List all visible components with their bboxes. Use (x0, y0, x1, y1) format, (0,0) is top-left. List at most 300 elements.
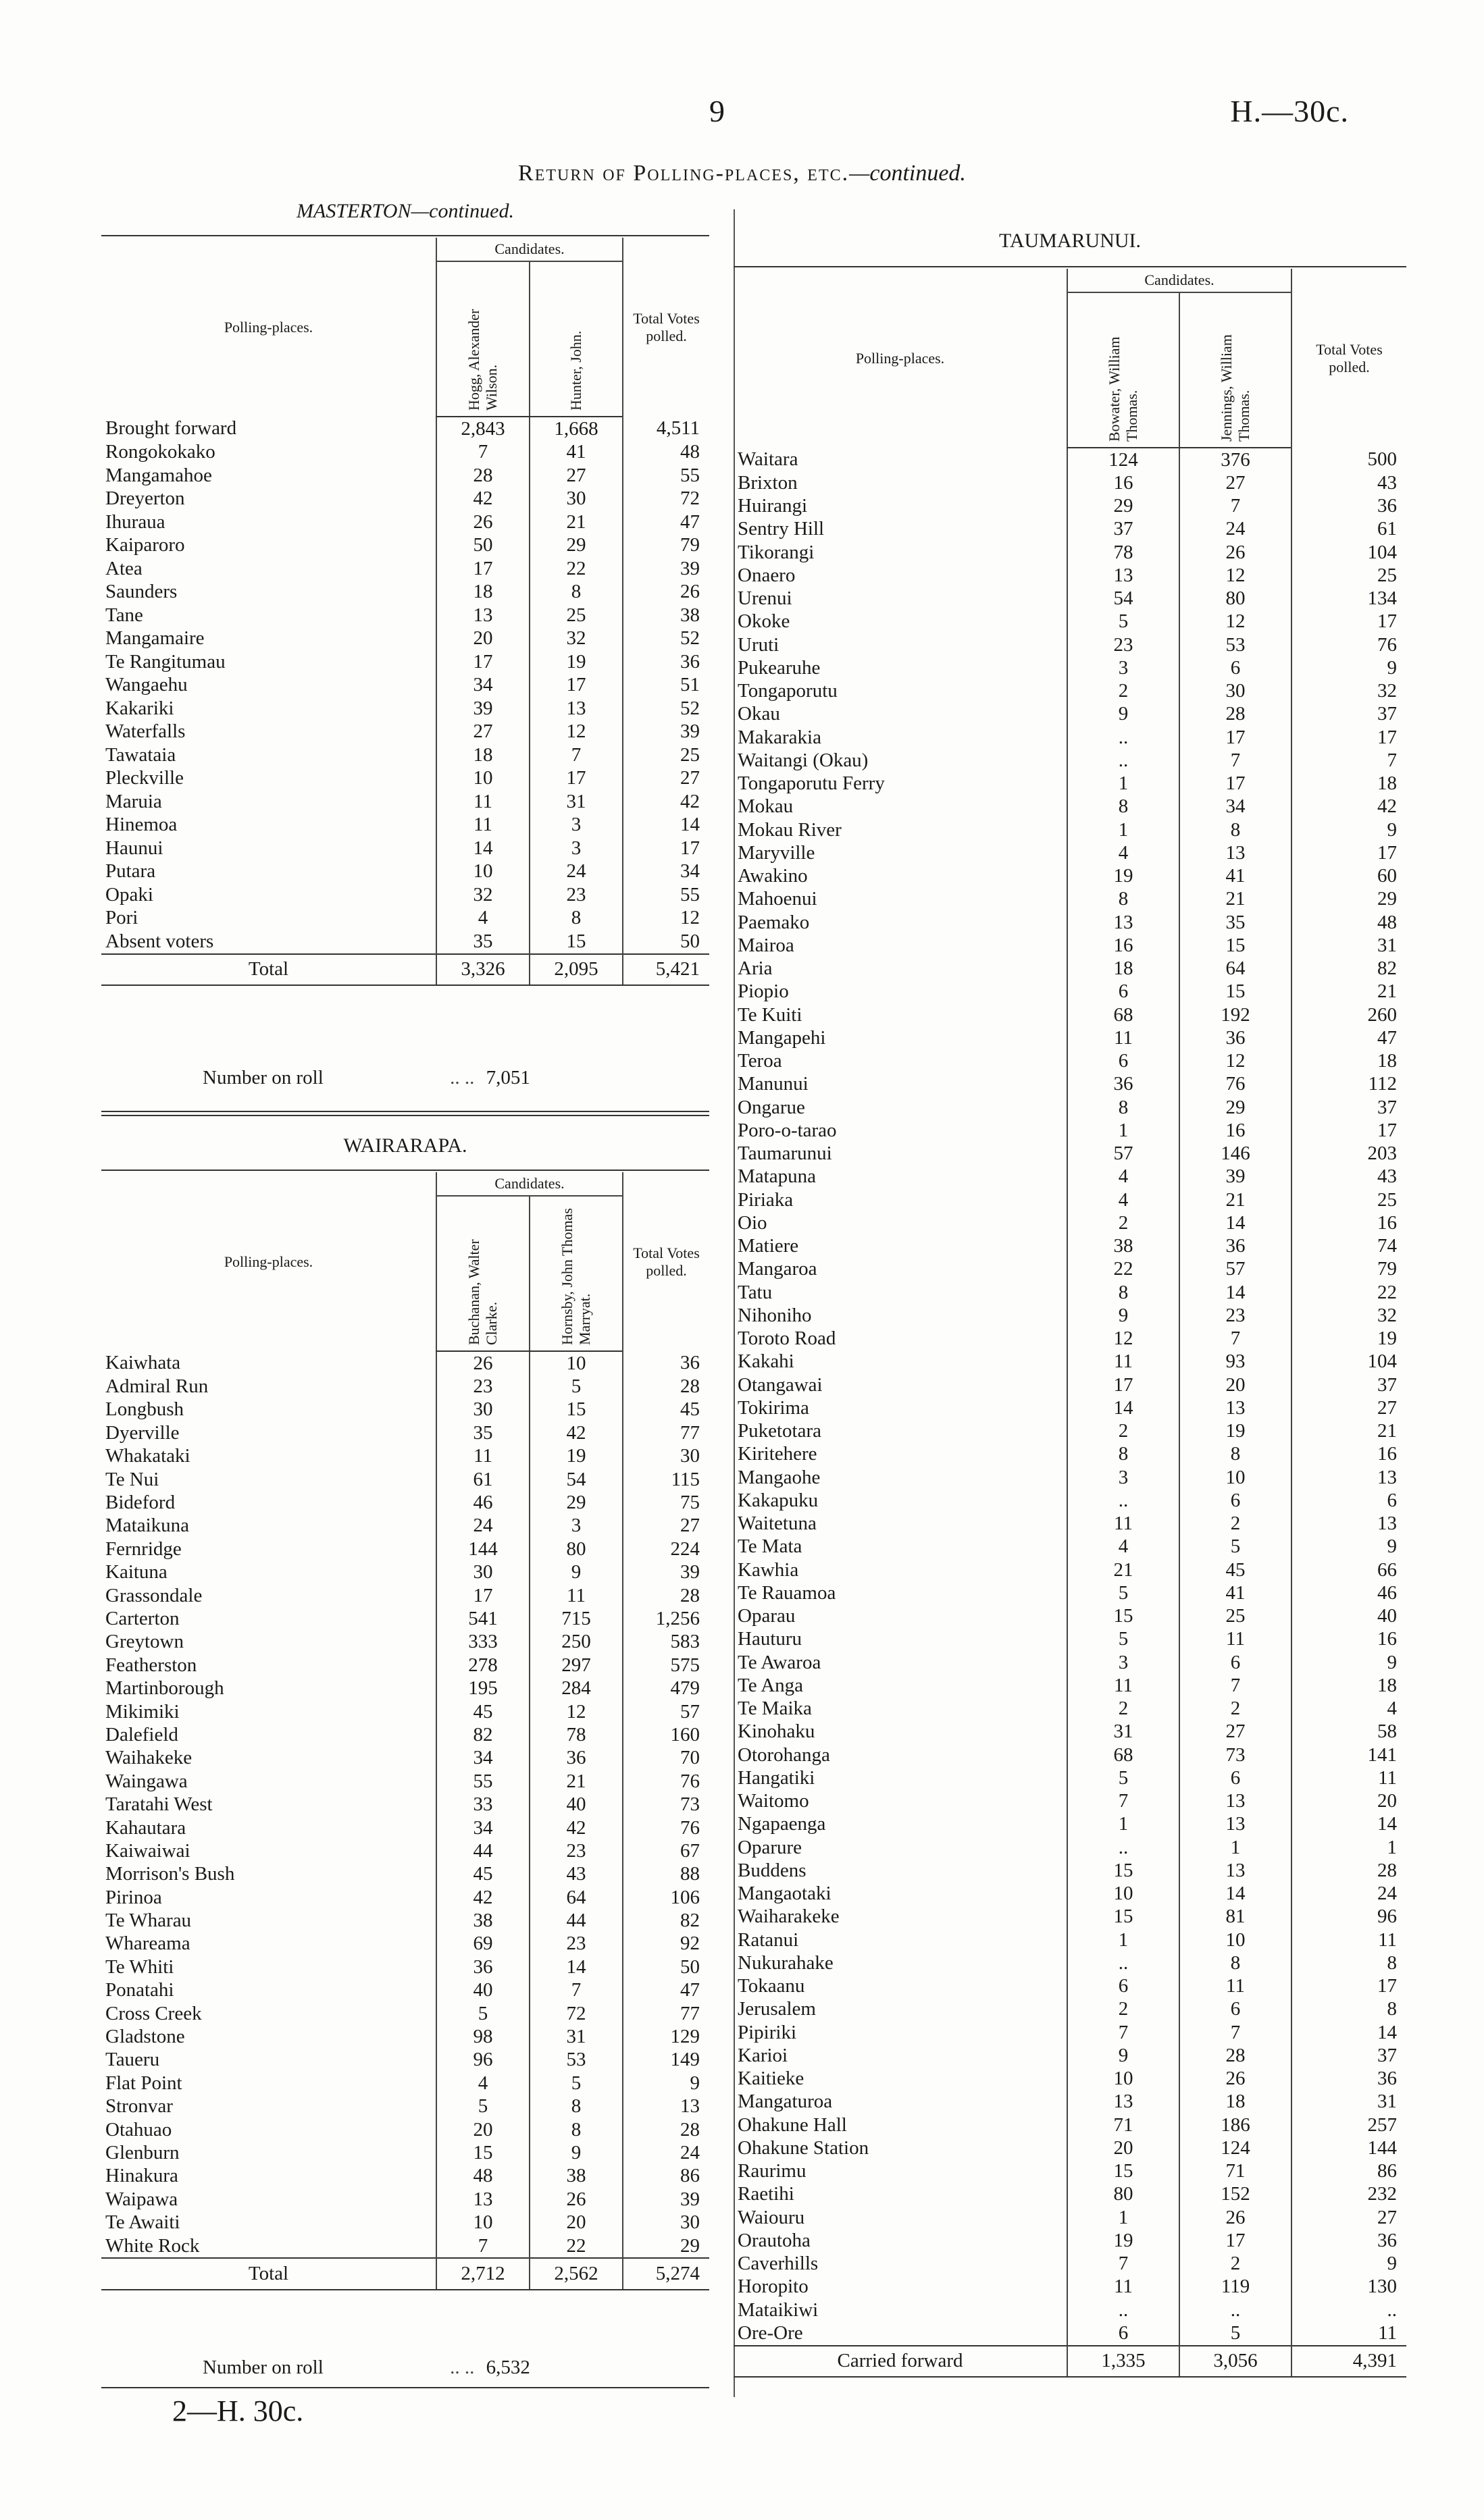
total-votes: 16 (1291, 1211, 1406, 1234)
candidate-1-votes: 13 (436, 2188, 530, 2211)
polling-place-name: Carterton (105, 1607, 180, 1629)
total-votes: 14 (623, 814, 709, 837)
total-votes: 37 (1291, 1096, 1406, 1119)
polling-place-name: Ponatahi (105, 1979, 174, 2001)
candidate-2-votes: 9 (530, 1561, 623, 1584)
polling-place-name: Paemako (738, 911, 810, 933)
candidate-1-votes: 4 (1067, 841, 1179, 864)
masterton-polling-places-header: Polling-places. (224, 318, 313, 336)
polling-place-name: Taratahi West (105, 1793, 213, 1816)
table-row (101, 743, 709, 767)
polling-place-name: Carried forward (734, 2346, 1067, 2377)
total-votes: 42 (623, 790, 709, 814)
candidate-2-votes: 7 (1179, 1328, 1291, 1350)
candidate-1-votes: 35 (436, 1421, 530, 1444)
polling-place-name: Waingawa (105, 1770, 188, 1792)
candidate-1-votes: 13 (1067, 2091, 1179, 2114)
candidate-2-votes: 73 (1179, 1743, 1291, 1766)
polling-place-name: Ihuraua (105, 510, 165, 533)
table-row (734, 1188, 1406, 1211)
candidate-1-votes: .. (1067, 1951, 1179, 1974)
candidate-1-votes: 2 (1067, 1211, 1179, 1234)
table-row (734, 795, 1406, 818)
roll-leader-dots: .. .. (450, 1067, 475, 1088)
candidate-2-votes: 13 (1179, 1790, 1291, 1813)
polling-place-name: Tokaanu (738, 1975, 805, 1997)
candidate-2-votes: 14 (1179, 1281, 1291, 1304)
wairarapa-roll (203, 2357, 530, 2379)
table-row (734, 495, 1406, 518)
polling-place-name: Okoke (738, 610, 790, 633)
polling-place-name: Poro-o-tarao (738, 1119, 837, 1141)
total-votes: 31 (1291, 934, 1406, 957)
total-votes: 11 (1291, 1766, 1406, 1789)
polling-place-name: Waterfalls (105, 720, 186, 743)
table-row (101, 1398, 709, 1421)
candidate-1-votes: 11 (1067, 1026, 1179, 1049)
candidate-1-votes: 82 (436, 1723, 530, 1746)
table-row (101, 1863, 709, 1886)
total-votes: 30 (623, 1445, 709, 1468)
total-votes: 27 (623, 1515, 709, 1538)
candidate-2-votes: 6 (1179, 1651, 1291, 1674)
candidate-2-votes: 76 (1179, 1073, 1291, 1096)
masterton-total-row (101, 954, 709, 986)
table-row (734, 2021, 1406, 2044)
candidate-2-votes: 17 (530, 674, 623, 698)
candidate-1-votes: 42 (436, 488, 530, 511)
candidate-2-votes: .. (1179, 2299, 1291, 2321)
candidate-1-votes: 38 (1067, 1235, 1179, 1258)
table-row (734, 2253, 1406, 2276)
candidate-2-votes: 2 (1179, 1698, 1291, 1721)
candidate-1-votes: 54 (1067, 587, 1179, 610)
table-row (734, 1211, 1406, 1234)
total-votes: 9 (1291, 1651, 1406, 1674)
candidate-2-votes: 53 (530, 2049, 623, 2072)
total-votes: 96 (1291, 1906, 1406, 1928)
table-row (734, 2206, 1406, 2229)
total-votes: 48 (1291, 911, 1406, 934)
table-row (101, 2025, 709, 2048)
candidate-1-votes: 40 (436, 1979, 530, 2002)
candidate-1-votes: 4 (1067, 1188, 1179, 1211)
candidate-1-votes: 50 (436, 534, 530, 558)
wairarapa-title: WAIRARAPA. (343, 1134, 467, 1157)
total-votes: 5,274 (623, 2258, 709, 2289)
table-row (734, 1489, 1406, 1512)
polling-place-name: Otahuao (105, 2118, 172, 2141)
candidate-1-votes: 96 (436, 2049, 530, 2072)
candidate-1-votes: 8 (1067, 795, 1179, 818)
candidate-2-votes: 11 (1179, 1628, 1291, 1651)
candidate-1-votes: 11 (1067, 1513, 1179, 1535)
candidate-1-votes: 14 (436, 837, 530, 860)
polling-place-name: Mairoa (738, 934, 794, 956)
wairarapa-candidate-1-name: Buchanan, Walter Clarke. (465, 1239, 500, 1345)
polling-place-name: Uruti (738, 633, 779, 656)
polling-place-name: Te Maika (738, 1698, 812, 1720)
candidate-1-votes: 144 (436, 1538, 530, 1560)
total-votes: 39 (623, 720, 709, 744)
candidate-2-votes: 7 (530, 743, 623, 767)
candidate-1-votes: 10 (436, 767, 530, 791)
candidate-1-votes: 68 (1067, 1003, 1179, 1026)
polling-place-name: Grassondale (105, 1584, 203, 1606)
candidate-2-votes: 43 (530, 1863, 623, 1886)
candidate-2-votes: 1 (1179, 1836, 1291, 1859)
table-row (101, 417, 709, 441)
table-row (734, 841, 1406, 864)
candidate-2-votes: 27 (530, 464, 623, 488)
candidate-2-votes: 81 (1179, 1906, 1291, 1928)
polling-place-name: Buddens (738, 1859, 807, 1881)
polling-place-name: Kakariki (105, 697, 174, 719)
total-votes: 130 (1291, 2276, 1406, 2299)
candidate-1-votes: .. (1067, 749, 1179, 772)
polling-place-name: Flat Point (105, 2072, 182, 2094)
table-row (734, 1766, 1406, 1789)
polling-place-name: Kaitieke (738, 2068, 804, 2090)
polling-place-name: Tongaporutu Ferry (738, 772, 885, 795)
taumarunui-candidate-2-name: Jennings, William Thomas. (1218, 334, 1252, 442)
total-votes: 82 (1291, 957, 1406, 980)
candidate-1-votes: 3,326 (436, 954, 530, 986)
polling-place-name: Longbush (105, 1398, 184, 1421)
table-row (734, 957, 1406, 980)
candidate-2-votes: 7 (1179, 495, 1291, 518)
total-votes: 232 (1291, 2183, 1406, 2206)
candidate-2-votes: 26 (1179, 2068, 1291, 2091)
total-votes: 21 (1291, 1420, 1406, 1443)
polling-place-name: Kakahi (738, 1350, 794, 1373)
candidate-1-votes: 15 (436, 2141, 530, 2164)
total-votes: 86 (623, 2165, 709, 2188)
candidate-1-votes: 34 (436, 1747, 530, 1770)
polling-place-name: Waipawa (105, 2188, 178, 2210)
table-row (734, 1165, 1406, 1188)
total-votes: 25 (1291, 564, 1406, 587)
candidate-1-votes: 30 (436, 1561, 530, 1584)
total-votes: 45 (623, 1398, 709, 1421)
total-votes: 141 (1291, 1743, 1406, 1766)
masterton-roll (203, 1067, 530, 1089)
polling-place-name: Kahautara (105, 1816, 186, 1839)
candidate-2-votes: 15 (1179, 980, 1291, 1003)
candidate-2-votes: 21 (530, 510, 623, 534)
candidate-1-votes: 195 (436, 1677, 530, 1700)
table-row (734, 1928, 1406, 1951)
total-votes: 37 (1291, 2044, 1406, 2067)
candidate-1-votes: 46 (436, 1491, 530, 1514)
polling-place-name: Caverhills (738, 2253, 819, 2275)
candidate-1-votes: 1 (1067, 1928, 1179, 1951)
candidate-1-votes: 18 (436, 743, 530, 767)
polling-place-name: Ratanui (738, 1928, 799, 1951)
polling-place-name: Puketotara (738, 1420, 822, 1442)
candidate-2-votes: 29 (530, 534, 623, 558)
total-votes: 28 (1291, 1859, 1406, 1882)
polling-place-name: Admiral Run (105, 1375, 209, 1398)
total-votes: 57 (623, 1700, 709, 1723)
table-row (734, 865, 1406, 888)
candidate-1-votes: 6 (1067, 1975, 1179, 1998)
polling-place-name: Greytown (105, 1631, 184, 1653)
total-votes: 18 (1291, 1674, 1406, 1697)
candidate-1-votes: 19 (1067, 2229, 1179, 2252)
candidate-1-votes: 6 (1067, 1050, 1179, 1073)
table-row (101, 1445, 709, 1468)
table-row (101, 2095, 709, 2118)
total-votes: 4,391 (1291, 2346, 1406, 2377)
total-votes: 46 (1291, 1581, 1406, 1604)
table-row (734, 1003, 1406, 1026)
table-row (734, 564, 1406, 587)
candidate-1-votes: 4 (436, 907, 530, 930)
candidate-2-votes: 38 (530, 2165, 623, 2188)
table-row (734, 749, 1406, 772)
table-row (734, 1535, 1406, 1558)
table-row (101, 1747, 709, 1770)
table-row (101, 1979, 709, 2002)
candidate-1-votes: 45 (436, 1700, 530, 1723)
candidate-2-votes: 64 (1179, 957, 1291, 980)
total-votes: 88 (623, 1863, 709, 1886)
candidate-1-votes: 11 (1067, 1350, 1179, 1373)
polling-place-name: Te Nui (105, 1468, 159, 1490)
polling-place-name: Pirinoa (105, 1886, 162, 1908)
polling-place-name: Teroa (738, 1050, 782, 1072)
candidate-2-votes: 23 (1179, 1304, 1291, 1327)
candidate-2-votes: 27 (1179, 471, 1291, 494)
roll-leader-dots: .. .. (450, 2357, 475, 2378)
candidate-2-votes: 30 (1179, 680, 1291, 703)
total-votes: 5,421 (623, 954, 709, 986)
candidate-2-votes: 12 (1179, 564, 1291, 587)
candidate-1-votes: 8 (1067, 1096, 1179, 1119)
polling-place-name: Waitangi (Okau) (738, 749, 869, 771)
candidate-1-votes: 5 (1067, 1766, 1179, 1789)
table-row (734, 1581, 1406, 1604)
total-votes: 112 (1291, 1073, 1406, 1096)
candidate-2-votes: 20 (1179, 1373, 1291, 1396)
candidate-2-votes: 192 (1179, 1003, 1291, 1026)
table-row (101, 604, 709, 627)
polling-place-name: Ohakune Hall (738, 2114, 847, 2136)
table-row (101, 1839, 709, 1862)
candidate-2-votes: 19 (1179, 1420, 1291, 1443)
taumarunui-rows (734, 448, 1406, 2377)
total-votes: 52 (623, 627, 709, 651)
table-row (101, 534, 709, 558)
candidate-2-votes: 12 (1179, 610, 1291, 633)
candidate-2-votes: 31 (530, 790, 623, 814)
candidate-1-votes: 18 (1067, 957, 1179, 980)
total-votes: 260 (1291, 1003, 1406, 1026)
wairarapa-candidate-2-header (530, 1196, 623, 1351)
table-row (101, 1770, 709, 1793)
table-row (101, 441, 709, 465)
candidate-1-votes: 24 (436, 1515, 530, 1538)
candidate-1-votes: 541 (436, 1607, 530, 1630)
candidate-1-votes: 4 (1067, 1535, 1179, 1558)
section-break-rule-2 (101, 1115, 709, 1116)
candidate-1-votes: 13 (1067, 911, 1179, 934)
table-row (734, 1443, 1406, 1466)
table-row (101, 2141, 709, 2164)
total-votes: 37 (1291, 703, 1406, 726)
polling-place-name: Oparau (738, 1605, 796, 1627)
table-row (101, 1375, 709, 1398)
table-row (734, 471, 1406, 494)
table-row (734, 1119, 1406, 1142)
total-votes: 36 (1291, 2068, 1406, 2091)
polling-place-name: Mataikuna (105, 1515, 190, 1537)
wairarapa-rows (101, 1351, 709, 2290)
table-row (101, 720, 709, 744)
candidate-1-votes: 14 (1067, 1396, 1179, 1419)
total-votes: 42 (1291, 795, 1406, 818)
candidate-1-votes: 28 (436, 464, 530, 488)
polling-place-name: Kinohaku (738, 1721, 815, 1743)
candidate-2-votes: 36 (1179, 1235, 1291, 1258)
polling-place-name: Dalefield (105, 1723, 178, 1745)
total-votes: 66 (1291, 1558, 1406, 1581)
total-votes: 36 (1291, 2229, 1406, 2252)
page-number: 9 (709, 94, 725, 128)
candidate-1-votes: 22 (1067, 1258, 1179, 1281)
table-row (101, 650, 709, 674)
candidate-1-votes: 37 (1067, 518, 1179, 541)
candidate-1-votes: 17 (436, 557, 530, 581)
total-votes: 50 (623, 1955, 709, 1978)
total-votes: 14 (1291, 1813, 1406, 1836)
total-votes: 82 (623, 1909, 709, 1932)
polling-place-name: Okau (738, 703, 780, 725)
candidate-2-votes: 23 (530, 883, 623, 907)
table-row (101, 697, 709, 720)
candidate-1-votes: 8 (1067, 1281, 1179, 1304)
masterton-title: MASTERTON—continued. (297, 200, 514, 222)
candidate-1-votes: 20 (436, 2118, 530, 2141)
candidate-2-votes: 376 (1179, 448, 1291, 471)
candidate-2-votes: 24 (530, 860, 623, 884)
table-row (734, 680, 1406, 703)
candidate-2-votes: 124 (1179, 2136, 1291, 2159)
total-votes: 17 (1291, 841, 1406, 864)
total-votes: 583 (623, 1631, 709, 1654)
table-row (734, 1998, 1406, 2021)
polling-place-name: Opaki (105, 883, 153, 905)
candidate-2-votes: 5 (530, 1375, 623, 1398)
candidate-1-votes: 17 (436, 650, 530, 674)
table-row (734, 1513, 1406, 1535)
polling-place-name: Featherston (105, 1654, 197, 1676)
total-votes: 1 (1291, 1836, 1406, 1859)
total-votes: 76 (1291, 633, 1406, 656)
candidate-2-votes: 5 (530, 2072, 623, 2095)
candidate-1-votes: 35 (436, 930, 530, 954)
total-votes: 37 (1291, 1373, 1406, 1396)
total-votes: 7 (1291, 749, 1406, 772)
polling-place-name: Mangaohe (738, 1466, 821, 1488)
wairarapa-bottom-rule (101, 2387, 709, 2388)
total-votes: 24 (1291, 1883, 1406, 1906)
candidate-2-votes: 34 (1179, 795, 1291, 818)
total-votes: 61 (1291, 518, 1406, 541)
candidate-2-votes: 12 (530, 1700, 623, 1723)
table-row (101, 2165, 709, 2188)
candidate-1-votes: 13 (1067, 564, 1179, 587)
table-row (734, 1651, 1406, 1674)
total-votes: 144 (1291, 2136, 1406, 2159)
candidate-2-votes: 54 (530, 1468, 623, 1491)
total-votes: 74 (1291, 1235, 1406, 1258)
polling-place-name: Waitara (738, 448, 798, 471)
table-row (734, 2091, 1406, 2114)
candidate-2-votes: 78 (530, 1723, 623, 1746)
candidate-1-votes: 10 (1067, 2068, 1179, 2091)
polling-place-name: Fernridge (105, 1538, 182, 1560)
candidate-2-votes: 6 (1179, 1998, 1291, 2021)
candidate-1-votes: 7 (1067, 2253, 1179, 2276)
polling-place-name: Awakino (738, 865, 808, 887)
candidate-2-votes: 10 (530, 1351, 623, 1375)
candidate-1-votes: 5 (1067, 1628, 1179, 1651)
table-row (101, 1654, 709, 1677)
candidate-2-votes: 17 (1179, 2229, 1291, 2252)
polling-place-name: Oparure (738, 1836, 802, 1858)
candidate-2-votes: 53 (1179, 633, 1291, 656)
candidate-2-votes: 72 (530, 2002, 623, 2025)
masterton-rows (101, 417, 709, 985)
polling-place-name: Aria (738, 957, 773, 980)
table-row (734, 1050, 1406, 1073)
candidate-1-votes: 36 (1067, 1073, 1179, 1096)
total-votes: 38 (623, 604, 709, 627)
total-votes: 77 (623, 2002, 709, 2025)
candidate-2-votes: 15 (1179, 934, 1291, 957)
table-row (101, 1468, 709, 1491)
total-votes: 73 (623, 1793, 709, 1816)
candidate-2-votes: 11 (530, 1584, 623, 1607)
table-row (734, 1396, 1406, 1419)
total-votes: 72 (623, 488, 709, 511)
candidate-2-votes: 12 (530, 720, 623, 744)
candidate-1-votes: 98 (436, 2025, 530, 2048)
candidate-1-votes: 2 (1067, 1698, 1179, 1721)
candidate-1-votes: 39 (436, 697, 530, 720)
total-votes: 104 (1291, 541, 1406, 564)
candidate-1-votes: .. (1067, 726, 1179, 749)
polling-place-name: Jerusalem (738, 1998, 816, 2020)
candidate-2-votes: 93 (1179, 1350, 1291, 1373)
candidate-1-votes: 7 (1067, 2021, 1179, 2044)
polling-place-name: Karioi (738, 2044, 788, 2066)
table-row (734, 1883, 1406, 1906)
candidate-1-votes: 42 (436, 1886, 530, 1909)
candidate-1-votes: 29 (1067, 495, 1179, 518)
candidate-1-votes: 2 (1067, 680, 1179, 703)
total-votes: 36 (1291, 495, 1406, 518)
candidate-2-votes: 6 (1179, 1766, 1291, 1789)
candidate-1-votes: 20 (436, 627, 530, 651)
total-votes: 20 (1291, 1790, 1406, 1813)
candidate-1-votes: 6 (1067, 980, 1179, 1003)
total-votes: 25 (1291, 1188, 1406, 1211)
total-votes: 70 (623, 1747, 709, 1770)
table-row (101, 790, 709, 814)
